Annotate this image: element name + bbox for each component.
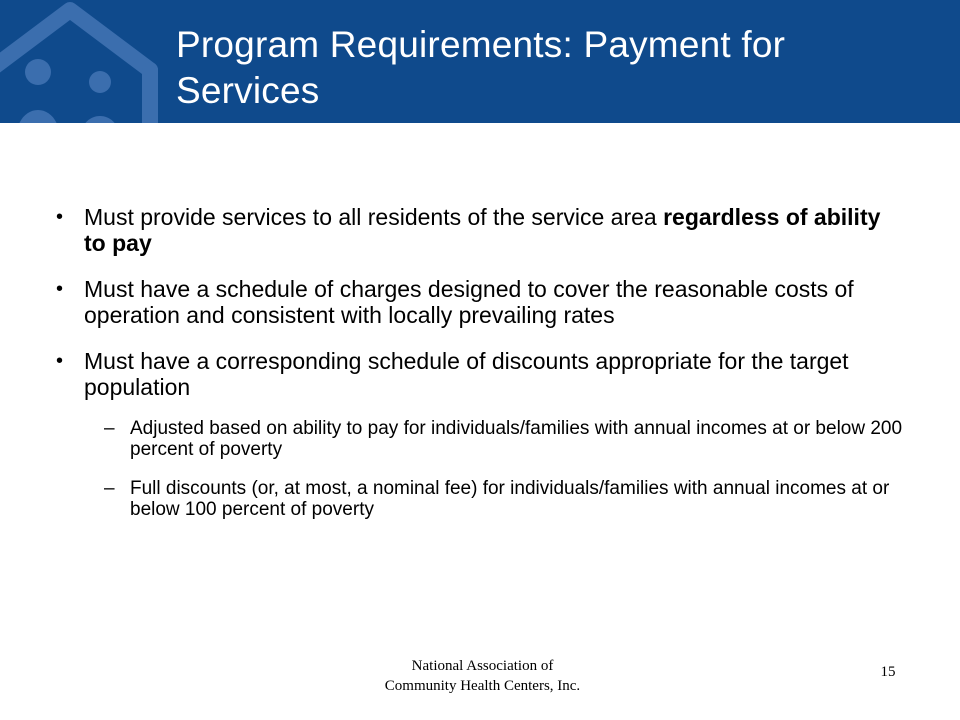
- footer-organization: National Association of Community Health Centers, Inc.: [384, 658, 581, 694]
- bullet-text: Must have a schedule of charges designed to cover the reasonable costs of operation and consistent with locally prevailing rates: [84, 276, 854, 328]
- bullet-item: [56, 348, 906, 400]
- bullet-marker: •: [56, 350, 64, 372]
- bullet-text: Must have a corresponding schedule of discounts appropriate for the target population: [84, 348, 849, 400]
- sub-bullet-text: Adjusted based on ability to pay for individuals/families with annual incomes at or below 200 percent of poverty: [130, 418, 903, 460]
- house-people-logo-icon: [0, 0, 170, 123]
- slide-title: Program Requirements: Payment for Services: [176, 24, 786, 111]
- bullet-text: Must provide services to all residents of the service area: [84, 204, 664, 230]
- bullet-item: [56, 276, 906, 328]
- title-banner: [0, 0, 960, 123]
- sub-bullet-item: [104, 478, 906, 520]
- sub-bullet-item: [104, 418, 906, 460]
- sub-bullet-text: Full discounts (or, at most, a nominal fee) for individuals/families with annual incomes at or below 100 percent of poverty: [130, 478, 890, 520]
- bullet-item: [56, 204, 906, 256]
- sub-bullet-marker: –: [104, 418, 115, 439]
- slide-body: [56, 204, 906, 538]
- page-number: 15: [880, 664, 896, 680]
- sub-bullet-list: [104, 418, 906, 520]
- bullet-marker: •: [56, 278, 64, 300]
- sub-bullet-marker: –: [104, 478, 115, 499]
- bullet-marker: •: [56, 206, 64, 228]
- bullet-emphasis: regardless of ability to pay: [84, 204, 881, 256]
